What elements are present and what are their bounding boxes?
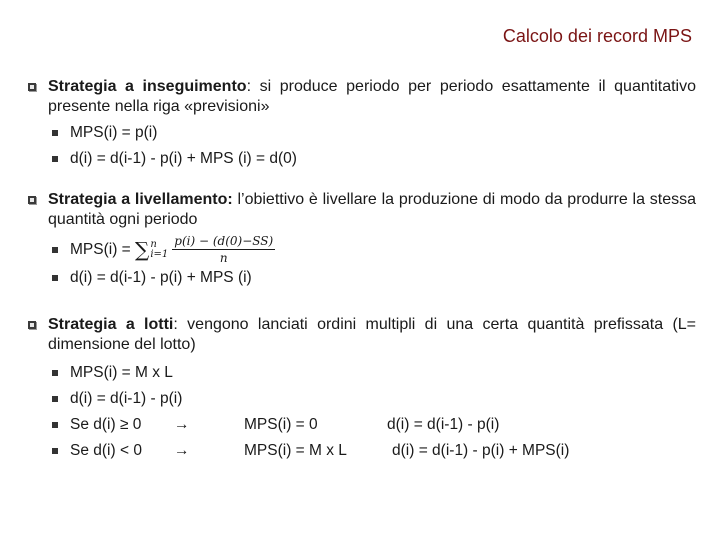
- square-bullet-icon: [52, 156, 58, 162]
- square-bullet-icon: [52, 130, 58, 136]
- formula-text: d(i) = d(i-1) - p(i) + MPS (i) = d(0): [70, 150, 297, 167]
- formula-text: MPS(i) = p(i): [70, 124, 158, 141]
- strategy-name: Strategia a inseguimento: [48, 78, 247, 95]
- condition-text: Se d(i) ≥ 0: [70, 416, 142, 433]
- strategy-description: l’obiettivo è livellare la produzione di modo da produrre la stessa quantità ogni periodo: [48, 191, 697, 228]
- square-bullet-icon: [52, 275, 58, 281]
- section-livellamento: [28, 190, 696, 288]
- sum-limits: [150, 240, 168, 260]
- formula-text: d(i) = d(i-1) - p(i) + MPS (i): [70, 269, 252, 286]
- fraction: [172, 234, 275, 265]
- sum-lower: i=1: [150, 248, 169, 260]
- mps-value: MPS(i) = 0: [244, 416, 318, 433]
- strategy-heading: [28, 77, 696, 117]
- list-item: [28, 123, 696, 143]
- square-bullet-icon: [52, 422, 58, 428]
- list-item-formula: [28, 234, 696, 266]
- square-bullet-icon: [52, 396, 58, 402]
- mps-value: MPS(i) = M x L: [244, 442, 347, 459]
- strategy-name: Strategia a lotti: [48, 316, 174, 333]
- square-bullet-icon: [52, 370, 58, 376]
- strategy-heading: [28, 315, 696, 355]
- sum-upper: n: [150, 238, 157, 250]
- list-item: [28, 268, 696, 288]
- d-value: d(i) = d(i-1) - p(i) + MPS(i): [392, 442, 570, 459]
- condition-row: [28, 441, 696, 461]
- section-lotti: [28, 315, 696, 461]
- d-value: d(i) = d(i-1) - p(i): [387, 416, 500, 433]
- section-inseguimento: [28, 77, 696, 169]
- list-item: [28, 363, 696, 383]
- strategy-description: : vengono lanciati ordini multipli di una certa quantità prefissata (L= dimensione del lotto): [48, 316, 697, 353]
- list-item: [28, 149, 696, 169]
- fraction-numerator: p(i) − (d(0)−SS): [174, 234, 274, 249]
- page-title: Calcolo dei record MPS: [502, 26, 692, 46]
- condition-row: [28, 415, 696, 435]
- strategy-name: Strategia a livellamento:: [48, 191, 233, 208]
- arrow-right-icon: →: [174, 442, 190, 459]
- square-bullet-icon: [28, 321, 36, 329]
- square-bullet-icon: [28, 83, 36, 91]
- formula-text: MPS(i) = M x L: [70, 364, 173, 381]
- square-bullet-icon: [52, 448, 58, 454]
- sigma-symbol: ∑: [135, 237, 150, 262]
- square-bullet-icon: [52, 247, 58, 253]
- formula-text: d(i) = d(i-1) - p(i): [70, 390, 183, 407]
- condition-text: Se d(i) < 0: [70, 442, 142, 459]
- strategy-description: : si produce periodo per periodo esattamente il quantitativo presente nella riga «previsioni»: [48, 78, 696, 115]
- list-item: [28, 389, 696, 409]
- summation: [135, 234, 275, 265]
- arrow-right-icon: →: [174, 416, 190, 433]
- strategy-heading: [28, 190, 696, 230]
- fraction-denominator: n: [219, 251, 228, 266]
- square-bullet-icon: [28, 196, 36, 204]
- formula-lhs: MPS(i) =: [70, 241, 131, 258]
